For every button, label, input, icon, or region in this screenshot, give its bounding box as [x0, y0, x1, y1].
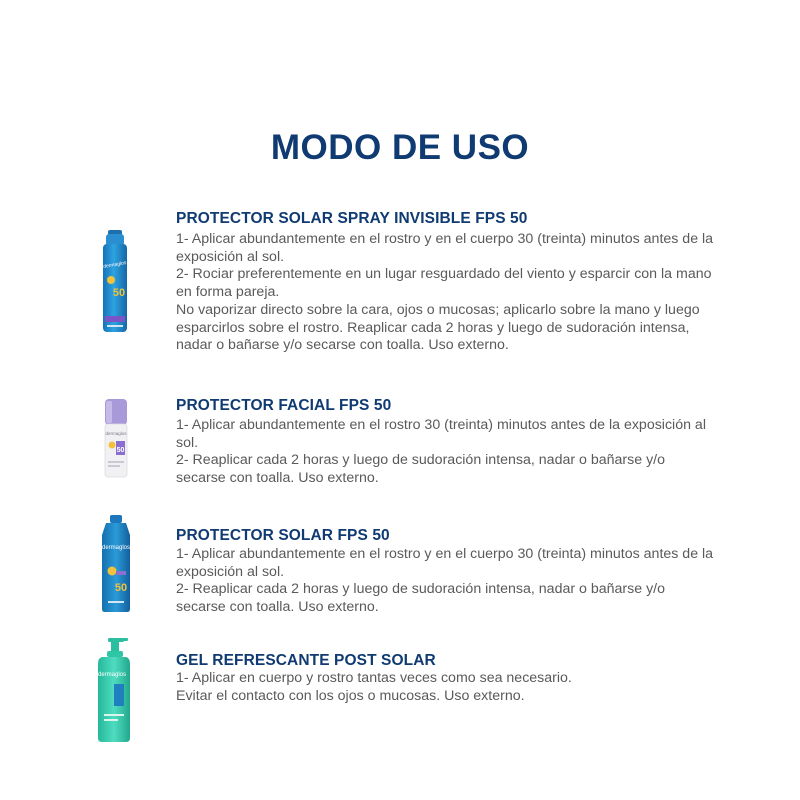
instruction-line: 1- Aplicar abundantemente en el rostro y en el cuerpo 30 (treinta) minutos antes de la exposición al sol. [176, 231, 714, 265]
product-instructions [176, 670, 716, 705]
gel-bottle-image [94, 636, 134, 744]
instruction-line: No vaporizar directo sobre la cara, ojos o mucosas; aplicarlo sobre la mano y luego esparcirlos sobre el rostro. Reaplicar cada 2 horas y luego de sudoración intensa, nadar o bañarse y/o secarse con toalla. Uso externo. [176, 301, 700, 354]
instruction-line: Evitar el contacto con los ojos o mucosas. Uso externo. [176, 687, 525, 704]
brand-label: dermaglos [97, 672, 127, 678]
brand-label: dermaglos [102, 260, 127, 270]
instruction-line: 1- Aplicar abundantemente en el rostro 30 (treinta) minutos antes de la exposición al sol. [176, 417, 706, 451]
facial-bottle-image [103, 399, 129, 479]
instruction-line: 2- Rociar preferentemente en un lugar resguardado del viento y esparcir con la mano en forma pareja. [176, 266, 712, 301]
brand-label: dermaglos [105, 431, 127, 436]
brand-label: dermaglos [101, 545, 131, 551]
instruction-line: 1- Aplicar abundantemente en el rostro y en el cuerpo 30 (treinta) minutos antes de la exposición al sol. [176, 546, 714, 580]
instruction-line: 2- Reaplicar cada 2 horas y luego de sudoración intensa, nadar o bañarse y/o secarse con toalla. Uso externo. [176, 452, 665, 487]
product-heading: PROTECTOR SOLAR SPRAY INVISIBLE FPS 50 [176, 210, 528, 227]
spray-bottle-image [100, 230, 130, 334]
instruction-line: 2- Reaplicar cada 2 horas y luego de sudoración intensa, nadar o bañarse y/o secarse con toalla. Uso externo. [176, 581, 665, 616]
lotion-bottle-image [96, 515, 136, 613]
product-instructions [176, 417, 716, 488]
product-heading: PROTECTOR FACIAL FPS 50 [176, 397, 392, 414]
product-heading: PROTECTOR SOLAR FPS 50 [176, 527, 390, 544]
spf-label: 50 [116, 447, 125, 454]
spf-label: 50 [112, 287, 126, 299]
instruction-line: 1- Aplicar en cuerpo y rostro tantas veces como sea necesario. [176, 670, 572, 686]
page-title: MODO DE USO [270, 128, 530, 167]
spf-label: 50 [114, 582, 128, 594]
product-heading: GEL REFRESCANTE POST SOLAR [176, 652, 436, 669]
product-instructions [176, 546, 716, 617]
product-instructions [176, 231, 716, 355]
